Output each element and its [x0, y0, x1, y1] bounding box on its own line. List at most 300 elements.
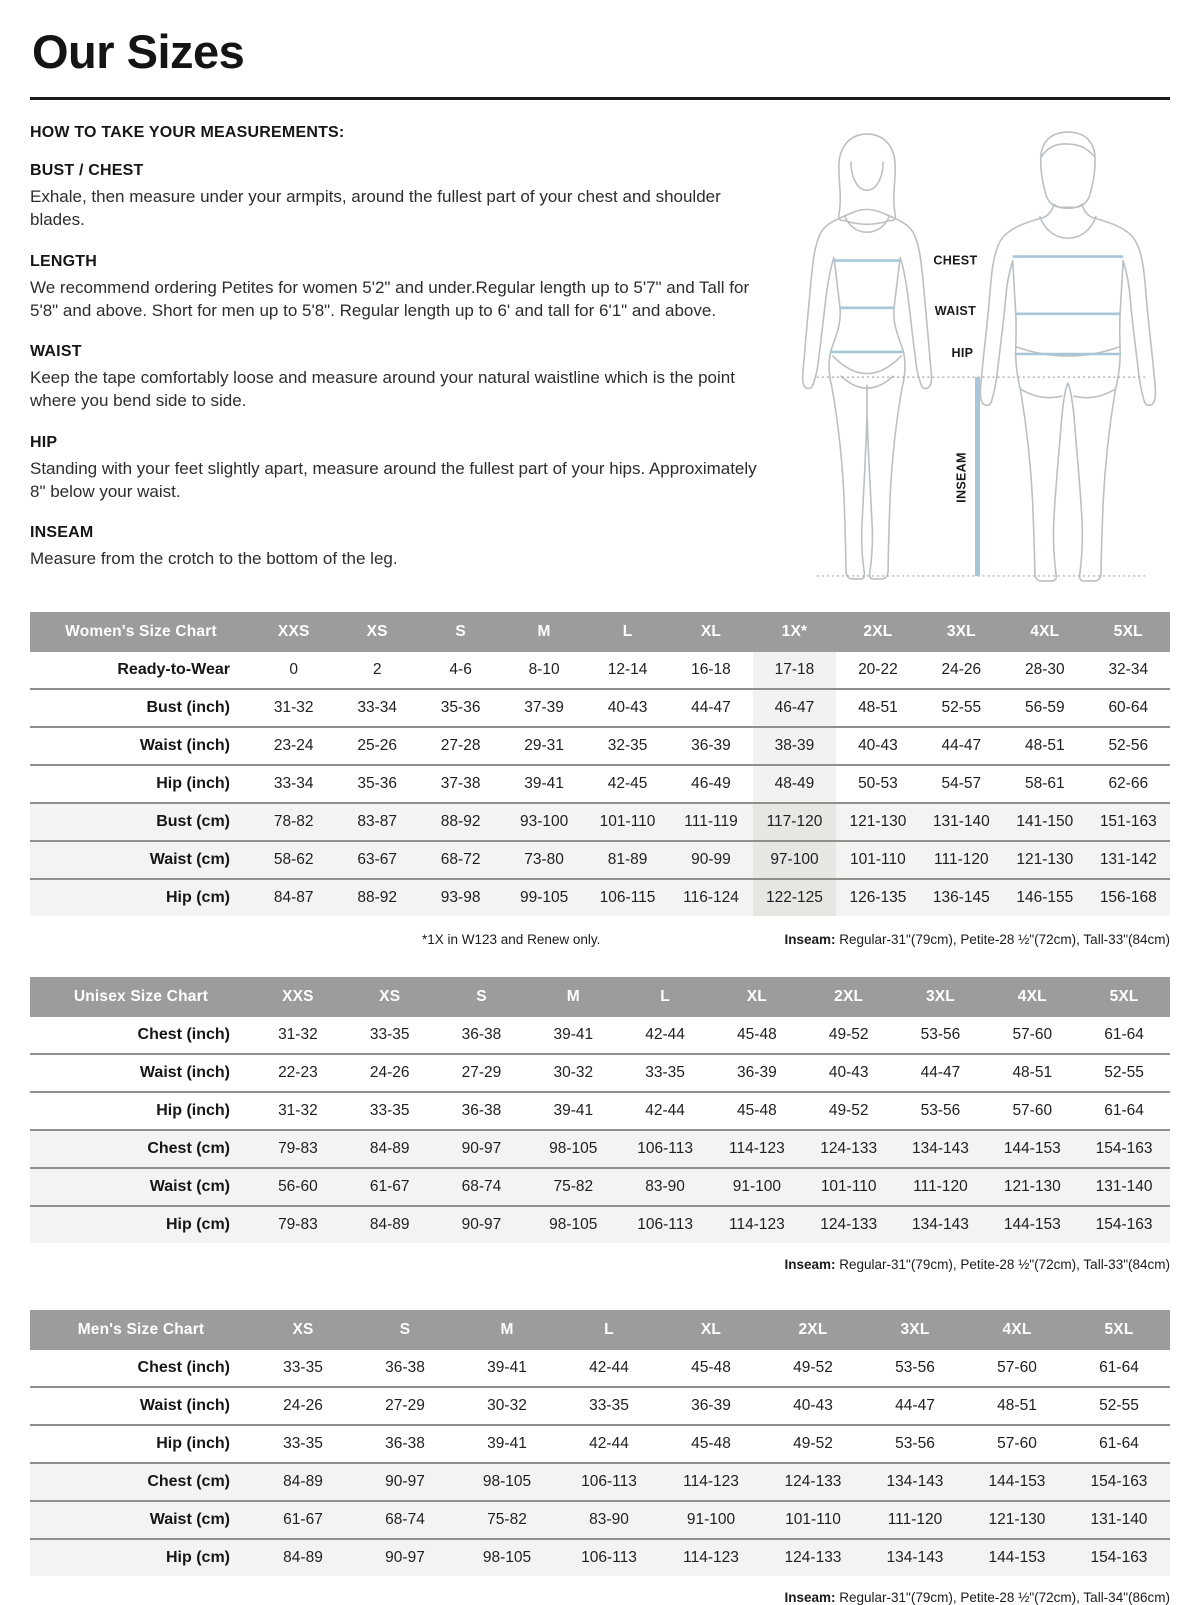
size-value-cell: 61-67	[252, 1501, 354, 1539]
size-value-cell: 60-64	[1087, 689, 1170, 727]
size-value-cell: 2	[372, 660, 382, 678]
size-value-cell: 53-56	[895, 1358, 935, 1376]
size-value-cell: 57-60	[1012, 1025, 1053, 1043]
inseam-note-text: Regular-31"(79cm), Petite-28 ½"(72cm), Tall-33"(84cm)	[835, 931, 1170, 947]
size-value-cell: 33-35	[283, 1358, 323, 1376]
size-value-cell: 91-100	[660, 1501, 762, 1539]
size-value-cell: 36-38	[354, 1425, 456, 1463]
size-value-cell: 48-51	[986, 1054, 1078, 1092]
size-value-cell: 126-135	[836, 879, 919, 916]
size-value-cell: 27-28	[419, 727, 502, 765]
size-value-cell: 121-130	[836, 803, 919, 841]
row-label: Chest (inch)	[137, 1025, 230, 1043]
section-inseam	[30, 524, 775, 570]
size-value-cell: 83-90	[558, 1501, 660, 1539]
chest-label: CHEST	[933, 253, 978, 268]
table-header-row	[30, 1310, 1170, 1350]
table-row	[30, 803, 1170, 841]
size-value-cell: 154-163	[1068, 1463, 1170, 1501]
size-column-header: 2XL	[836, 612, 919, 652]
unisex-table-notes	[30, 1257, 1170, 1272]
mens-size-chart-table	[30, 1310, 1170, 1576]
row-label: Ready-to-Wear	[117, 660, 230, 678]
size-value-cell: 39-41	[527, 1092, 619, 1130]
size-column-header: M	[527, 977, 619, 1017]
size-value-cell: 56-60	[252, 1168, 344, 1206]
inseam-label: INSEAM	[954, 452, 969, 503]
size-value-cell: 39-41	[487, 1358, 527, 1376]
size-value-cell: 91-100	[711, 1168, 803, 1206]
table-row	[30, 1350, 1170, 1387]
size-value-cell: 46-47	[753, 689, 836, 727]
size-value-cell: 134-143	[864, 1539, 966, 1576]
table-title: Men's Size Chart	[30, 1310, 252, 1350]
table-row	[30, 1130, 1170, 1168]
size-value-cell: 61-64	[1104, 1025, 1144, 1043]
size-value-cell: 24-26	[252, 1387, 354, 1425]
size-value-cell: 40-43	[586, 689, 669, 727]
size-value-cell: 141-150	[1003, 803, 1086, 841]
size-value-cell: 98-105	[527, 1130, 619, 1168]
size-value-cell: 50-53	[836, 765, 919, 803]
table-row	[30, 689, 1170, 727]
size-value-cell: 31-32	[278, 1025, 318, 1043]
size-column-header: XXS	[252, 612, 335, 652]
size-value-cell: 97-100	[753, 841, 836, 879]
size-value-cell: 146-155	[1003, 879, 1086, 916]
section-body: We recommend ordering Petites for women 5'2" and under.Regular length up to 5'7" and Tall for 5'8" and above. Short for men up to 5'8". Regular length up to 6' and tall for 6'1" and above.	[30, 277, 750, 320]
size-value-cell: 31-32	[252, 689, 335, 727]
row-label: Hip (cm)	[30, 1539, 252, 1576]
size-value-cell: 36-38	[461, 1025, 502, 1043]
size-value-cell: 27-29	[354, 1387, 456, 1425]
size-value-cell: 61-64	[1078, 1092, 1170, 1130]
size-value-cell: 24-26	[941, 660, 982, 678]
size-column-header: XS	[252, 1310, 354, 1350]
one-x-footnote: *1X in W123 and Renew only.	[422, 931, 601, 947]
size-value-cell: 154-163	[1068, 1539, 1170, 1576]
instructions-heading: HOW TO TAKE YOUR MEASUREMENTS:	[30, 124, 345, 141]
table-title: Women's Size Chart	[30, 612, 252, 652]
size-value-cell: 37-39	[502, 689, 585, 727]
row-label: Hip (cm)	[30, 1206, 252, 1243]
table-header-row	[30, 977, 1170, 1017]
size-value-cell: 32-34	[1108, 660, 1149, 678]
size-column-header: L	[619, 977, 711, 1017]
size-value-cell: 30-32	[456, 1387, 558, 1425]
size-value-cell: 33-34	[335, 689, 418, 727]
size-column-header: S	[436, 977, 528, 1017]
size-value-cell: 154-163	[1078, 1130, 1170, 1168]
size-column-header: XS	[335, 612, 418, 652]
size-value-cell: 134-143	[895, 1206, 987, 1243]
size-value-cell: 40-43	[762, 1387, 864, 1425]
size-value-cell: 63-67	[335, 841, 418, 879]
row-label: Waist (inch)	[30, 1054, 252, 1092]
title-divider	[30, 97, 1170, 100]
size-value-cell: 136-145	[920, 879, 1003, 916]
section-body: Exhale, then measure under your armpits, around the fullest part of your chest and shoulder blades.	[30, 187, 721, 230]
row-label: Hip (inch)	[30, 765, 252, 803]
size-column-header: 2XL	[762, 1310, 864, 1350]
size-value-cell: 48-49	[753, 765, 836, 803]
size-value-cell: 8-10	[528, 660, 560, 678]
size-value-cell: 144-153	[966, 1463, 1068, 1501]
size-value-cell: 45-48	[691, 1358, 731, 1376]
size-value-cell: 144-153	[986, 1130, 1078, 1168]
table-row	[30, 1425, 1170, 1463]
section-hip	[30, 434, 775, 504]
size-value-cell: 45-48	[737, 1025, 777, 1043]
table-row	[30, 1168, 1170, 1206]
size-value-cell: 40-43	[836, 727, 919, 765]
measurement-lines	[830, 257, 1123, 354]
section-length	[30, 253, 775, 323]
size-value-cell: 42-44	[589, 1358, 629, 1376]
size-value-cell: 62-66	[1087, 765, 1170, 803]
size-value-cell: 116-124	[669, 879, 752, 916]
row-label: Waist (cm)	[30, 1501, 252, 1539]
size-value-cell: 56-59	[1003, 689, 1086, 727]
size-value-cell: 23-24	[252, 727, 335, 765]
size-value-cell: 53-56	[895, 1092, 987, 1130]
table-row	[30, 765, 1170, 803]
size-value-cell: 84-89	[252, 1539, 354, 1576]
size-value-cell: 78-82	[252, 803, 335, 841]
size-value-cell: 79-83	[252, 1130, 344, 1168]
size-value-cell: 93-100	[502, 803, 585, 841]
size-value-cell: 106-113	[619, 1206, 711, 1243]
row-label: Waist (cm)	[30, 1168, 252, 1206]
table-row	[30, 841, 1170, 879]
size-column-header: 2XL	[803, 977, 895, 1017]
size-column-header: 4XL	[986, 977, 1078, 1017]
size-value-cell: 124-133	[762, 1463, 864, 1501]
size-value-cell: 48-51	[836, 689, 919, 727]
size-column-header: M	[456, 1310, 558, 1350]
size-value-cell: 111-119	[669, 803, 752, 841]
inseam-note-label: Inseam:	[784, 931, 836, 947]
size-value-cell: 52-55	[1078, 1054, 1170, 1092]
size-value-cell: 131-140	[920, 803, 1003, 841]
size-column-header: 5XL	[1078, 977, 1170, 1017]
inseam-note-text: Regular-31"(79cm), Petite-28 ½"(72cm), Tall-34"(86cm)	[835, 1589, 1170, 1605]
measurement-instructions	[30, 124, 775, 592]
size-value-cell: 84-89	[252, 1463, 354, 1501]
size-column-header: M	[502, 612, 585, 652]
section-body: Standing with your feet slightly apart, measure around the fullest part of your hips. Approximately 8" below your waist.	[30, 458, 757, 501]
size-value-cell: 49-52	[793, 1358, 833, 1376]
size-value-cell: 134-143	[895, 1130, 987, 1168]
row-label: Hip (cm)	[30, 879, 252, 916]
size-value-cell: 131-140	[1068, 1501, 1170, 1539]
size-value-cell: 121-130	[966, 1501, 1068, 1539]
size-column-header: XL	[711, 977, 803, 1017]
size-value-cell: 38-39	[753, 727, 836, 765]
size-value-cell: 106-113	[558, 1463, 660, 1501]
row-label: Hip (inch)	[30, 1425, 252, 1463]
size-value-cell: 57-60	[997, 1358, 1037, 1376]
size-value-cell: 117-120	[753, 803, 836, 841]
table-row	[30, 1463, 1170, 1501]
size-value-cell: 33-35	[558, 1387, 660, 1425]
size-value-cell: 35-36	[419, 689, 502, 727]
table-row	[30, 1501, 1170, 1539]
size-value-cell: 101-110	[762, 1501, 864, 1539]
size-value-cell: 114-123	[660, 1539, 762, 1576]
size-value-cell: 83-87	[335, 803, 418, 841]
section-heading: BUST / CHEST	[30, 162, 144, 179]
size-value-cell: 111-120	[864, 1501, 966, 1539]
table-header-row	[30, 612, 1170, 652]
size-column-header: L	[586, 612, 669, 652]
inseam-note-label: Inseam:	[784, 1589, 836, 1605]
size-value-cell: 44-47	[669, 689, 752, 727]
size-value-cell: 42-44	[619, 1092, 711, 1130]
row-label: Bust (cm)	[30, 803, 252, 841]
size-value-cell: 68-72	[419, 841, 502, 879]
size-value-cell: 90-99	[669, 841, 752, 879]
size-value-cell: 68-74	[354, 1501, 456, 1539]
size-value-cell: 27-29	[436, 1054, 528, 1092]
size-value-cell: 49-52	[762, 1425, 864, 1463]
size-value-cell: 151-163	[1087, 803, 1170, 841]
size-value-cell: 49-52	[828, 1025, 869, 1043]
size-value-cell: 12-14	[607, 660, 648, 678]
size-value-cell: 30-32	[527, 1054, 619, 1092]
section-bust-chest	[30, 162, 775, 232]
size-column-header: 4XL	[1003, 612, 1086, 652]
size-value-cell: 0	[289, 660, 299, 678]
table-row	[30, 1387, 1170, 1425]
size-column-header: 3XL	[864, 1310, 966, 1350]
size-value-cell: 121-130	[1003, 841, 1086, 879]
size-value-cell: 131-140	[1078, 1168, 1170, 1206]
table-row	[30, 879, 1170, 916]
size-value-cell: 124-133	[762, 1539, 864, 1576]
size-value-cell: 134-143	[864, 1463, 966, 1501]
size-value-cell: 88-92	[419, 803, 502, 841]
size-value-cell: 84-87	[252, 879, 335, 916]
size-value-cell: 84-89	[344, 1206, 436, 1243]
size-value-cell: 144-153	[986, 1206, 1078, 1243]
row-label: Waist (inch)	[30, 1387, 252, 1425]
size-column-header: S	[419, 612, 502, 652]
womens-size-chart-table	[30, 612, 1170, 916]
size-value-cell: 45-48	[711, 1092, 803, 1130]
size-value-cell: 84-89	[344, 1130, 436, 1168]
size-value-cell: 75-82	[456, 1501, 558, 1539]
size-value-cell: 79-83	[252, 1206, 344, 1243]
hip-label: HIP	[951, 346, 974, 361]
size-value-cell: 61-67	[344, 1168, 436, 1206]
section-heading: WAIST	[30, 343, 82, 361]
size-value-cell: 28-30	[1024, 660, 1065, 678]
size-value-cell: 98-105	[456, 1539, 558, 1576]
unisex-size-chart-table	[30, 977, 1170, 1243]
size-value-cell: 25-26	[335, 727, 418, 765]
size-value-cell: 114-123	[711, 1130, 803, 1168]
size-value-cell: 52-55	[1068, 1387, 1170, 1425]
row-label: Waist (cm)	[30, 841, 252, 879]
table-row	[30, 1092, 1170, 1130]
size-value-cell: 93-98	[419, 879, 502, 916]
size-value-cell: 36-39	[660, 1387, 762, 1425]
size-value-cell: 42-44	[645, 1025, 685, 1043]
size-value-cell: 88-92	[335, 879, 418, 916]
size-value-cell: 124-133	[803, 1206, 895, 1243]
size-value-cell: 29-31	[502, 727, 585, 765]
size-value-cell: 106-113	[558, 1539, 660, 1576]
table-title: Unisex Size Chart	[30, 977, 252, 1017]
size-value-cell: 58-61	[1003, 765, 1086, 803]
size-value-cell: 90-97	[436, 1206, 528, 1243]
size-column-header: XS	[344, 977, 436, 1017]
size-column-header: XL	[660, 1310, 762, 1350]
row-label: Hip (inch)	[30, 1092, 252, 1130]
table-row	[30, 1539, 1170, 1576]
measurements-and-diagram	[30, 124, 1170, 592]
row-label: Chest (cm)	[30, 1130, 252, 1168]
section-waist	[30, 343, 775, 413]
size-value-cell: 114-123	[660, 1463, 762, 1501]
waist-label: WAIST	[934, 303, 977, 318]
size-value-cell: 44-47	[920, 727, 1003, 765]
size-column-header: 5XL	[1087, 612, 1170, 652]
size-value-cell: 106-113	[619, 1130, 711, 1168]
body-measurement-diagram	[775, 124, 1170, 592]
size-value-cell: 33-35	[252, 1425, 354, 1463]
table-row	[30, 1054, 1170, 1092]
size-value-cell: 48-51	[1003, 727, 1086, 765]
size-value-cell: 46-49	[669, 765, 752, 803]
size-column-header: 3XL	[920, 612, 1003, 652]
size-value-cell: 106-115	[586, 879, 669, 916]
size-value-cell: 24-26	[344, 1054, 436, 1092]
size-value-cell: 53-56	[864, 1425, 966, 1463]
size-value-cell: 58-62	[252, 841, 335, 879]
size-column-header: L	[558, 1310, 660, 1350]
size-value-cell: 98-105	[527, 1206, 619, 1243]
size-value-cell: 99-105	[502, 879, 585, 916]
inseam-note-label: Inseam:	[784, 1256, 836, 1272]
size-value-cell: 20-22	[858, 660, 898, 678]
size-value-cell: 98-105	[456, 1463, 558, 1501]
section-body: Measure from the crotch to the bottom of the leg.	[30, 549, 398, 569]
size-column-header: 4XL	[966, 1310, 1068, 1350]
womens-table-notes	[30, 932, 1170, 947]
size-column-header: 3XL	[895, 977, 987, 1017]
womens-inseam-note	[784, 932, 1170, 947]
row-label: Chest (cm)	[30, 1463, 252, 1501]
size-value-cell: 90-97	[354, 1539, 456, 1576]
size-value-cell: 17-18	[753, 652, 836, 689]
size-value-cell: 144-153	[966, 1539, 1068, 1576]
row-label: Bust (inch)	[30, 689, 252, 727]
section-heading: INSEAM	[30, 524, 94, 542]
size-column-header: 1X*	[753, 612, 836, 652]
size-value-cell: 36-39	[669, 727, 752, 765]
section-body: Keep the tape comfortably loose and measure around your natural waistline which is the point where you bend side to side.	[30, 368, 735, 411]
female-figure-outline	[839, 134, 896, 224]
size-value-cell: 101-110	[803, 1168, 895, 1206]
row-label: Waist (inch)	[30, 727, 252, 765]
size-value-cell: 16-18	[691, 660, 731, 678]
size-value-cell: 32-35	[586, 727, 669, 765]
size-value-cell: 61-64	[1099, 1358, 1139, 1376]
mens-table-notes	[30, 1590, 1170, 1605]
size-value-cell: 111-120	[895, 1168, 987, 1206]
page-title: Our Sizes	[32, 25, 245, 78]
size-value-cell: 154-163	[1078, 1206, 1170, 1243]
size-column-header: XL	[669, 612, 752, 652]
size-value-cell: 33-35	[619, 1054, 711, 1092]
size-value-cell: 68-74	[436, 1168, 528, 1206]
size-value-cell: 61-64	[1068, 1425, 1170, 1463]
size-value-cell: 156-168	[1087, 879, 1170, 916]
size-value-cell: 57-60	[966, 1425, 1068, 1463]
size-column-header: S	[354, 1310, 456, 1350]
row-label: Chest (inch)	[137, 1358, 230, 1376]
size-value-cell: 45-48	[660, 1425, 762, 1463]
section-heading: HIP	[30, 433, 58, 451]
size-value-cell: 22-23	[252, 1054, 344, 1092]
size-value-cell: 121-130	[986, 1168, 1078, 1206]
size-value-cell: 75-82	[527, 1168, 619, 1206]
size-value-cell: 52-55	[920, 689, 1003, 727]
size-value-cell: 31-32	[252, 1092, 344, 1130]
table-row	[30, 1017, 1170, 1054]
size-value-cell: 37-38	[419, 765, 502, 803]
table-row	[30, 1206, 1170, 1243]
size-column-header: XXS	[252, 977, 344, 1017]
size-value-cell: 44-47	[895, 1054, 987, 1092]
size-value-cell: 39-41	[553, 1025, 594, 1043]
table-row	[30, 652, 1170, 689]
size-value-cell: 44-47	[864, 1387, 966, 1425]
size-value-cell: 52-56	[1087, 727, 1170, 765]
size-value-cell: 36-38	[385, 1358, 425, 1376]
size-value-cell: 90-97	[354, 1463, 456, 1501]
body-figures-illustration	[775, 124, 1170, 586]
size-value-cell: 36-38	[436, 1092, 528, 1130]
size-value-cell: 39-41	[456, 1425, 558, 1463]
inseam-note-text: Regular-31"(79cm), Petite-28 ½"(72cm), Tall-33"(84cm)	[835, 1256, 1170, 1272]
size-value-cell: 124-133	[803, 1130, 895, 1168]
size-value-cell: 42-44	[558, 1425, 660, 1463]
size-value-cell: 49-52	[803, 1092, 895, 1130]
size-value-cell: 40-43	[803, 1054, 895, 1092]
size-value-cell: 33-35	[369, 1025, 410, 1043]
size-value-cell: 90-97	[436, 1130, 528, 1168]
size-value-cell: 35-36	[335, 765, 418, 803]
size-value-cell: 111-120	[920, 841, 1003, 879]
size-value-cell: 73-80	[502, 841, 585, 879]
size-value-cell: 101-110	[836, 841, 919, 879]
size-value-cell: 33-35	[344, 1092, 436, 1130]
section-heading: LENGTH	[30, 252, 97, 270]
size-value-cell: 81-89	[586, 841, 669, 879]
size-value-cell: 83-90	[619, 1168, 711, 1206]
size-value-cell: 53-56	[920, 1025, 961, 1043]
size-value-cell: 33-34	[252, 765, 335, 803]
size-value-cell: 101-110	[586, 803, 669, 841]
size-value-cell: 48-51	[966, 1387, 1068, 1425]
size-value-cell: 114-123	[711, 1206, 803, 1243]
size-value-cell: 39-41	[502, 765, 585, 803]
size-value-cell: 42-45	[586, 765, 669, 803]
size-value-cell: 122-125	[753, 879, 836, 916]
